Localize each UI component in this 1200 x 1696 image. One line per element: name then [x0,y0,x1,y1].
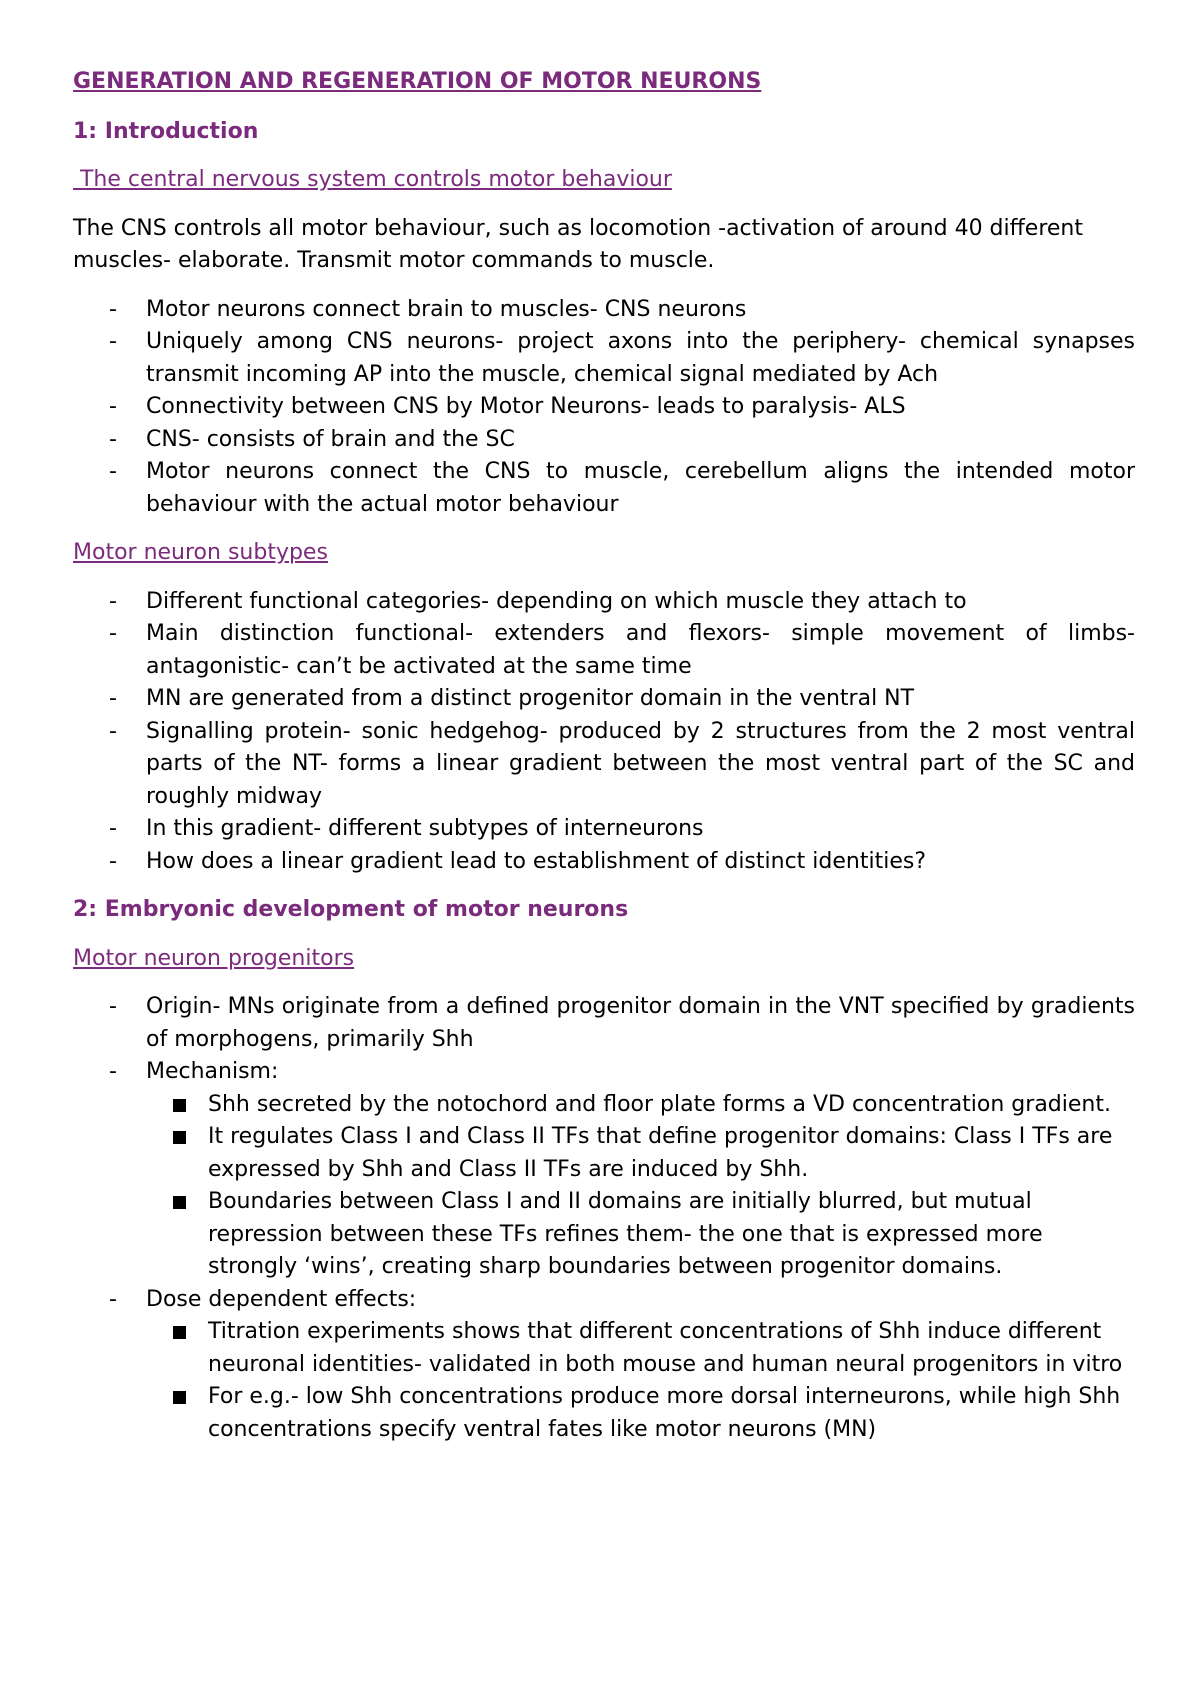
subheading-cns-controls-motor: The central nervous system controls motor behaviour [73,167,672,192]
list-item-text: Mechanism: [146,1059,279,1084]
square-bullet-icon [173,1099,186,1112]
dash-bullet: - [109,1059,117,1084]
list-item-text: Uniquely among CNS neurons- project axons into the periphery- chemical synapses transmit incoming AP into the muscle, chemical signal mediated by Ach [146,329,1135,387]
list-item [73,813,1135,846]
dash-bullet: - [109,816,117,841]
sub-list-item [73,1121,1135,1186]
dash-bullet: - [109,848,117,874]
list-item-text: MN are generated from a distinct progenitor domain in the ventral NT [146,686,915,711]
sub-list-item-text: Shh secreted by the notochord and floor plate forms a VD concentration gradient. [208,1091,1111,1117]
dash-bullet: - [109,459,117,484]
sub-list-item-text: Boundaries between Class I and II domains are initially blurred, but mutual repression between these TFs refines them- the one that is expressed more strongly ‘wins’, creating sharp boundaries between progenitor domains. [208,1189,1043,1279]
dash-bullet: - [109,718,117,744]
sub-list-item [73,1316,1135,1381]
dose-effects-sub-list [73,1316,1135,1446]
document-page [73,66,1135,1462]
dash-bullet: - [109,994,117,1019]
dash-bullet: - [109,621,117,646]
dash-bullet: - [109,329,117,354]
square-bullet-icon [173,1196,186,1209]
list-item [73,424,1135,457]
list-item-row [73,1056,1135,1089]
dash-bullet: - [109,686,117,711]
list-item-text: Dose dependent effects: [146,1286,417,1312]
sub-list-item-text: For e.g.- low Shh concentrations produce more dorsal interneurons, while high Shh concentrations specify ventral fates like motor neurons (MN) [208,1384,1121,1442]
sub-list-item-text: It regulates Class I and Class II TFs that define progenitor domains: Class I TFs are expressed by Shh and Class II TFs are induced by Shh. [208,1124,1113,1182]
dash-bullet: - [109,426,117,452]
list-item-text: Different functional categories- depending on which muscle they attach to [146,588,967,614]
square-bullet-icon [173,1131,186,1144]
sub-list-item [73,1089,1135,1122]
sub-list-item [73,1381,1135,1446]
dash-bullet: - [109,394,117,419]
list-item-text: CNS- consists of brain and the SC [146,426,515,452]
dash-bullet: - [109,296,117,322]
list-item [73,846,1135,879]
intro-bullet-list [73,294,1135,522]
list-item [73,456,1135,521]
intro-paragraph: The CNS controls all motor behaviour, such as locomotion -activation of around 40 different muscles- elaborate. Transmit motor commands to muscle. [73,215,1083,273]
sub-list-item-text: Titration experiments shows that different concentrations of Shh induce different neuronal identities- validated in both mouse and human neural progenitors in vitro [208,1319,1123,1377]
progenitors-bullet-list [73,991,1135,1446]
square-bullet-icon [173,1391,186,1404]
list-item [73,716,1135,814]
list-item [73,991,1135,1056]
list-item-text: Connectivity between CNS by Motor Neurons- leads to paralysis- ALS [146,394,906,419]
subheading-motor-neuron-progenitors: Motor neuron progenitors [73,945,355,971]
list-item-text: Main distinction functional- extenders and flexors- simple movement of limbs- antagonistic- can’t be activated at the same time [146,621,1135,679]
list-item [73,326,1135,391]
square-bullet-icon [173,1326,186,1339]
dash-bullet: - [109,588,117,614]
list-item [73,586,1135,619]
list-item [73,1056,1135,1284]
section-heading-introduction: 1: Introduction [73,118,259,144]
document-title: GENERATION AND REGENERATION OF MOTOR NEURONS [73,69,762,94]
dash-bullet: - [109,1286,117,1312]
sub-list-item [73,1186,1135,1284]
list-item-text: In this gradient- different subtypes of interneurons [146,816,704,841]
list-item [73,683,1135,716]
section-heading-embryonic-development: 2: Embryonic development of motor neurons [73,897,629,922]
subtypes-bullet-list [73,586,1135,879]
list-item-text: How does a linear gradient lead to establishment of distinct identities? [146,848,927,874]
list-item [73,1284,1135,1447]
list-item [73,294,1135,327]
list-item-row [73,1284,1135,1317]
list-item-text: Signalling protein- sonic hedgehog- produced by 2 structures from the 2 most ventral parts of the NT- forms a linear gradient between the most ventral part of the SC and roughly midway [146,718,1135,809]
subheading-motor-neuron-subtypes: Motor neuron subtypes [73,540,328,565]
list-item [73,391,1135,424]
list-item-text: Motor neurons connect brain to muscles- CNS neurons [146,296,747,322]
list-item-text: Origin- MNs originate from a defined progenitor domain in the VNT specified by gradients of morphogens, primarily Shh [146,994,1135,1052]
list-item [73,618,1135,683]
mechanism-sub-list [73,1089,1135,1284]
list-item-text: Motor neurons connect the CNS to muscle, cerebellum aligns the intended motor behaviour with the actual motor behaviour [146,459,1135,517]
